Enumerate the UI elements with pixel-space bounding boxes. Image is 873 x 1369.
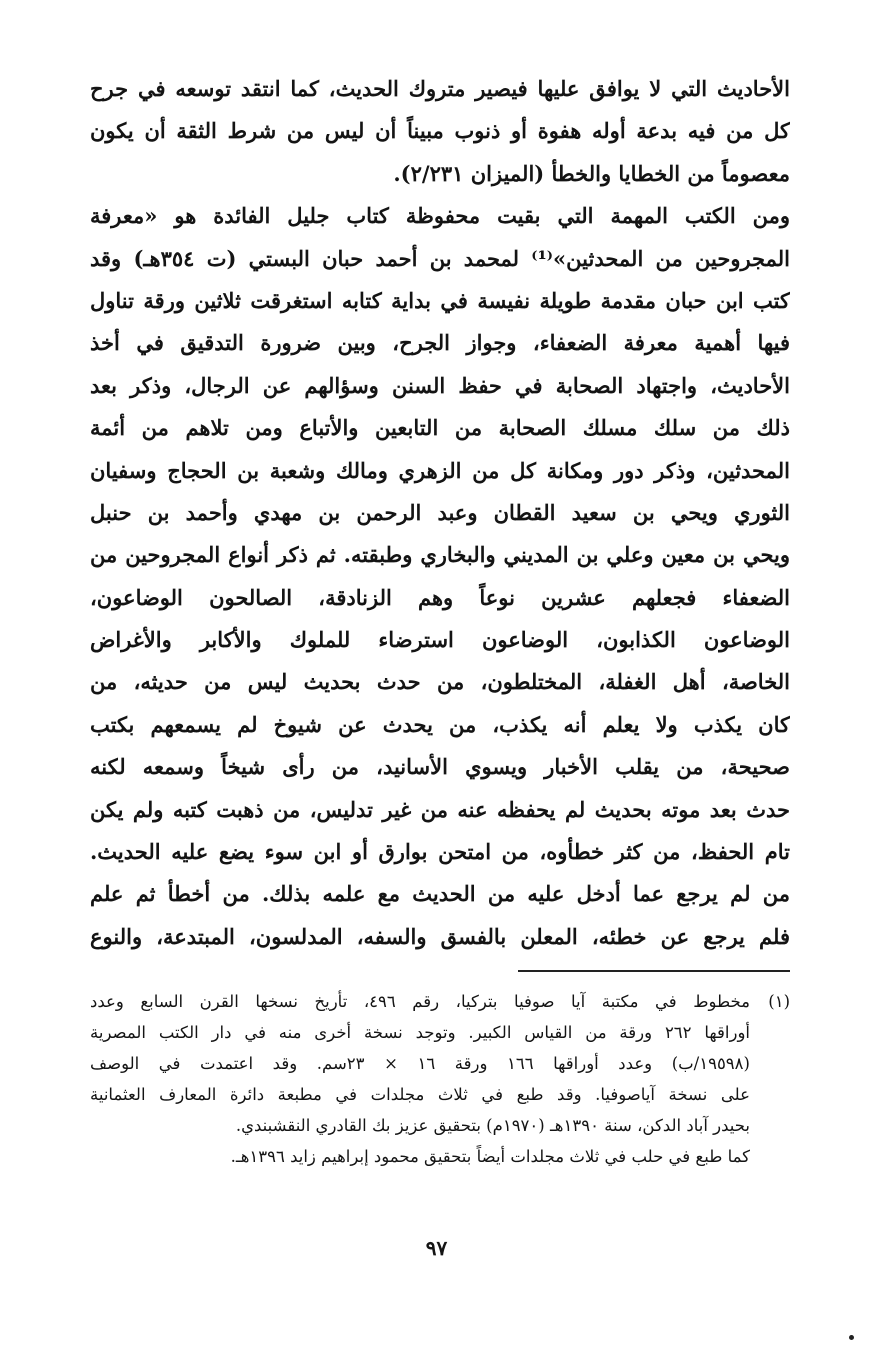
body-line: كان يكذب ولا يعلم أنه يكذب، من يحدث عن شيوخ لم يسمعهم بكتب <box>90 711 790 737</box>
footnote-line: كما طبع في حلب في ثلاث مجلدات أيضاً بتحقيق محمود إبراهيم زايد ١٣٩٦هـ. <box>230 1147 750 1166</box>
body-line: الخاصة، أهل الغفلة، المختلطون، من حدث بحديث ليس من حديثه، من <box>90 669 790 695</box>
footnote-line: على نسخة آياصوفيا. وقد طبع في ثلاث مجلدات في مطبعة دائرة المعارف العثمانية <box>90 1085 750 1104</box>
footnote-line: مخطوط في مكتبة آيا صوفيا بتركيا، رقم ٤٩٦، تأريخ نسخها القرن السابع وعدد <box>90 992 750 1011</box>
body-line: فيها أهمية معرفة الضعفاء، وجواز الجرح، وبين ضرورة التدقيق في أخذ <box>90 330 790 356</box>
footnote-text <box>90 986 750 1172</box>
body-line: المحدثين، وذكر دور ومكانة كل من الزهري ومالك وشعبة بن الحجاج وسفيان <box>90 457 790 483</box>
body-line: الأحاديث التي لا يوافق عليها فيصير متروك الحديث، كما انتقد توسعه في جرح <box>90 76 790 101</box>
body-line: الأحاديث، واجتهاد الصحابة في حفظ السنن وسؤالهم عن الرجال، وذكر بعد <box>90 372 790 398</box>
body-line: حدث بعد موته بحديث لم يحفظه عنه من غير تدليس، من ذهبت كتبه ولم يكن <box>90 796 790 822</box>
body-line: كتب ابن حبان مقدمة طويلة نفيسة في بداية كتابه استغرقت ثلاثين ورقة تناول <box>90 287 790 313</box>
body-line: الضعفاء فجعلهم عشرين نوعاً وهم الزنادقة، الصالحون الوضاعون، <box>90 584 790 610</box>
body-line: الثوري ويحي بن سعيد القطان وعبد الرحمن بن مهدي وأحمد بن حنبل <box>90 499 790 525</box>
page-number: ٩٧ <box>425 1236 448 1260</box>
body-line: ذلك من سلك مسلك الصحابة من التابعين والأتباع ومن تلاهم من أئمة <box>90 415 790 441</box>
body-line: الوضاعون الكذابون، الوضاعون استرضاء للملوك والأكابر والأغراض <box>90 627 790 653</box>
stray-ink-dot <box>849 1335 854 1340</box>
body-line: صحيحة، من يقلب الأخبار ويسوي الأسانيد، من رأى شيخاً وسمعه لكنه <box>90 754 790 780</box>
body-line: فلم يرجع عن خطئه، المعلن بالفسق والسفه، المدلسون، المبتدعة، والنوع <box>90 923 790 949</box>
footnote-line: بحيدر آباد الدكن، سنة ١٣٩٠هـ (١٩٧٠م) بتحقيق عزيز بك القادري النقشبندي. <box>235 1116 750 1135</box>
footnote-line: (١٩٥٩٨/ب) وعدد أوراقها ١٦٦ ورقة ١٦ × ٢٣سم. وقد اعتمدت في الوصف <box>90 1054 750 1073</box>
body-line: كل من فيه بدعة أوله هفوة أو ذنوب مبيناً أن ليس من شرط الثقة أن يكون <box>90 118 790 144</box>
footnote-line: أوراقها ٢٦٢ ورقة من القياس الكبير. وتوجد نسخة أخرى منه في دار الكتب المصرية <box>90 1023 750 1042</box>
body-text <box>90 68 790 958</box>
body-line: ومن الكتب المهمة التي بقيت محفوظة كتاب جليل الفائدة هو «معرفة <box>90 203 790 229</box>
body-line: من لم يرجع عما أدخل عليه من الحديث مع علمه بذلك. من أخطأ ثم علم <box>90 881 790 907</box>
body-line: ويحي بن معين وعلي بن المديني والبخاري وطبقته. ثم ذكر أنواع المجروحين من <box>90 542 790 568</box>
page-content <box>90 68 790 1166</box>
footnote-marker: (١) <box>768 992 790 1011</box>
footnotes <box>90 986 790 1172</box>
body-line: معصوماً من الخطايا والخطأ (الميزان ٢/٢٣١). <box>393 160 790 186</box>
footnote-separator <box>518 970 790 972</box>
body-line: تام الحفظ، من كثر خطأوه، من امتحن بوارق أو ابن سوء يضع عليه الحديث. <box>90 839 790 865</box>
body-line: المجروحين من المحدثين»⁽¹⁾ لمحمد بن أحمد حبان البستي (ت ٣٥٤هـ) وقد <box>90 245 790 271</box>
